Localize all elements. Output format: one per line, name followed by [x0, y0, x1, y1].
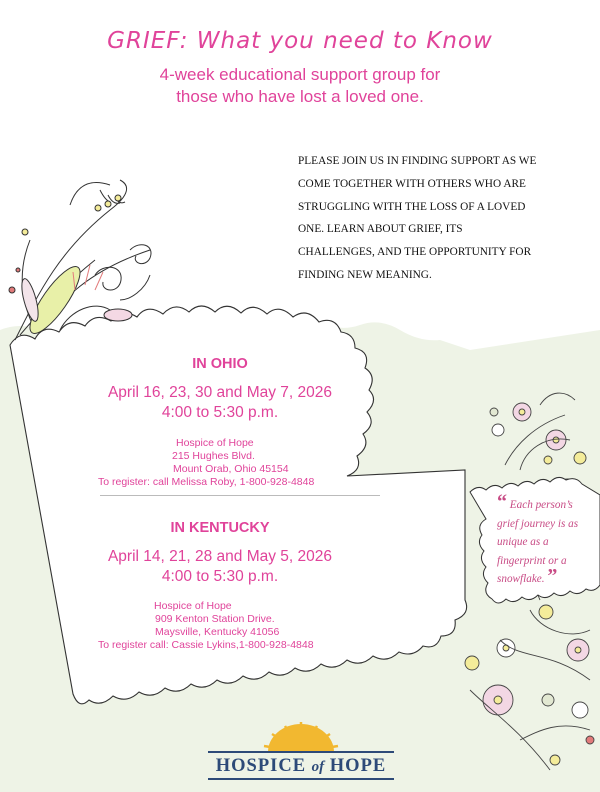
ohio-dates: April 16, 23, 30 and May 7, 2026: [107, 384, 333, 401]
kentucky-street: 909 Kenton Station Drive.: [155, 613, 275, 625]
intro-line-5: CHALLENGES, AND THE OPPORTUNITY FOR: [298, 246, 532, 259]
page-title: GRIEF: What you need to Know: [107, 28, 493, 54]
intro-paragraph: [298, 150, 583, 287]
quote-line-4: fingerprint or a: [497, 554, 567, 567]
kentucky-city: Maysville, Kentucky 41056: [155, 626, 280, 638]
logo-word-of: of: [311, 759, 325, 775]
kentucky-time: 4:00 to 5:30 p.m.: [161, 568, 279, 585]
kentucky-dates: April 14, 21, 28 and May 5, 2026: [107, 548, 333, 565]
page-subtitle: [0, 64, 600, 108]
grief-quote: [497, 491, 593, 589]
quote-line-1: Each person’s: [509, 499, 573, 511]
close-quote-mark: ”: [547, 565, 558, 587]
kentucky-heading: IN KENTUCKY: [170, 520, 270, 536]
ohio-register: To register: call Melissa Roby, 1-800-928-4848: [98, 476, 315, 488]
intro-line-6: FINDING NEW MEANING.: [298, 268, 432, 281]
kentucky-org: Hospice of Hope: [154, 600, 232, 612]
logo-word-hope: HOPE: [329, 756, 387, 776]
intro-line-1: PLEASE JOIN US IN FINDING SUPPORT AS WE: [298, 155, 537, 167]
section-divider: [100, 495, 380, 496]
quote-line-2: grief journey is as: [497, 517, 579, 530]
ohio-city: Mount Orab, Ohio 45154: [173, 463, 289, 475]
ohio-org: Hospice of Hope: [176, 437, 254, 449]
subtitle-line-2: those who have lost a loved one.: [176, 87, 424, 106]
intro-line-2: COME TOGETHER WITH OTHERS WHO ARE: [298, 177, 526, 190]
kentucky-register: To register call: Cassie Lykins,1-800-928-4848: [98, 639, 314, 651]
logo-word-hospice: HOSPICE: [215, 756, 307, 776]
quote-line-5: snowflake.: [497, 573, 545, 585]
ohio-time: 4:00 to 5:30 p.m.: [161, 404, 279, 421]
quote-line-3: unique as a: [497, 536, 549, 548]
intro-line-3: STRUGGLING WITH THE LOSS OF A LOVED: [298, 200, 526, 213]
subtitle-line-1: 4-week educational support group for: [159, 65, 441, 84]
intro-line-4: ONE. LEARN ABOUT GRIEF, ITS: [298, 223, 463, 236]
floral-illustration-top-left: [9, 180, 151, 340]
open-quote-mark: “: [497, 491, 507, 513]
ohio-street: 215 Hughes Blvd.: [172, 450, 255, 462]
ohio-heading: IN OHIO: [192, 356, 248, 372]
hospice-of-hope-logo: [208, 756, 394, 777]
